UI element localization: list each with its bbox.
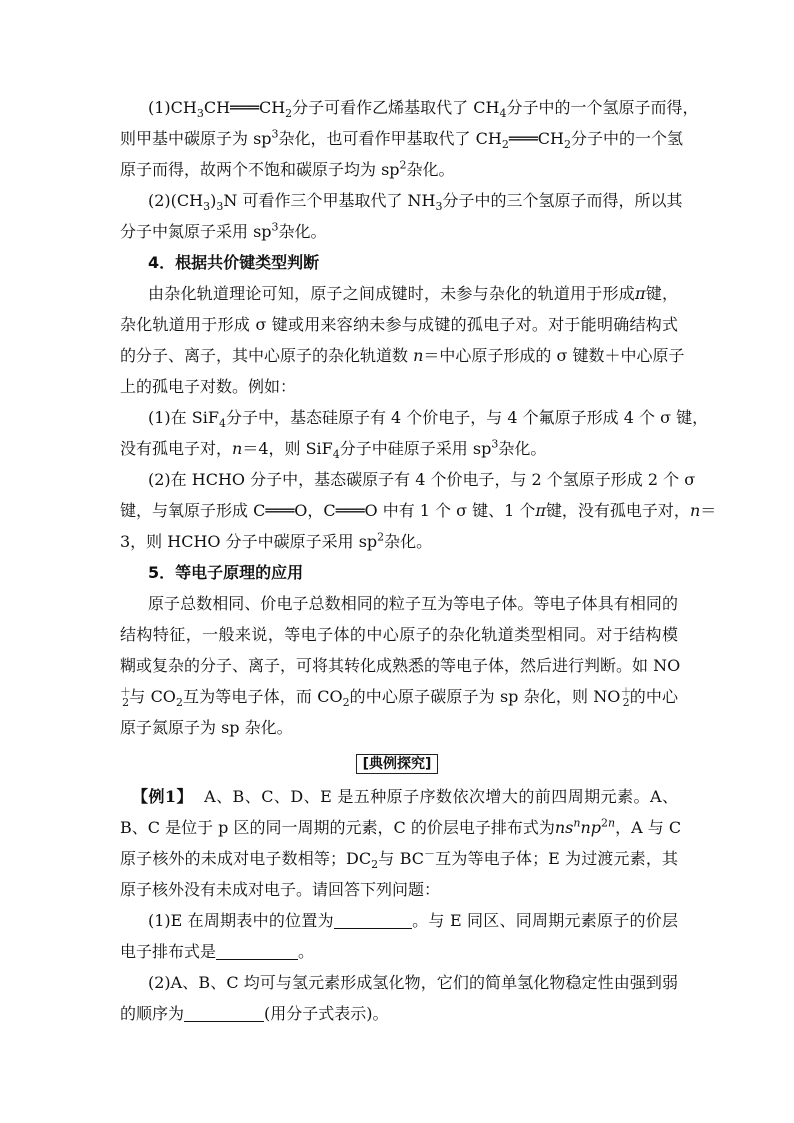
section-badge-row [0, 751, 794, 775]
text-line: 糊或复杂的分子、离子，可将其转化成熟悉的等电子体，然后进行判断。如 NO [120, 656, 681, 675]
text-span: B、C 是位于 p 区的同一周期的元素，C 的价层电子排布式为 [120, 818, 555, 837]
question-line: (2)A、B、C 均可与氢元素形成氢化物，它们的简单氢化物稳定性由强到弱 [148, 973, 678, 992]
text-span: 原子而得，故两个不饱和碳原子均为 sp [120, 160, 400, 179]
text-span: 与 BC [378, 849, 424, 868]
text-line: 杂化轨道用于形成 σ 键或用来容纳未参与成键的孤电子对。对于能明确结构式 [120, 315, 678, 334]
text-span: ＝中心原子形成的 σ 键数＋中心原子 [423, 346, 685, 365]
text-line: ＋$_2$与 $CO_2$互为等电子体，而 $CO_2$的中心原子碳原子为 sp 杂化，则 $NO^+_2$的中心 [120, 685, 678, 710]
text-span: 杂化。 [278, 222, 327, 241]
text-span: 互为等电子体，而 CO [182, 687, 343, 706]
text-span: 分子中，基态硅原子有 4 个价电子，与 4 个氟原子形成 4 个 σ 键， [225, 408, 709, 427]
text-line: 的分子、离子，其中心原子的杂化轨道数 n＝中心原子形成的 σ 键数＋中心原子 [120, 346, 685, 365]
text-span: 的中心原子碳原子为 sp 杂化，则 NO [349, 687, 621, 706]
text-span: ，A 与 C [615, 818, 682, 837]
text-span: 则甲基中碳原子为 sp [120, 129, 272, 148]
text-line: $(1)CH_3CH═══CH_2$分子可看作乙烯基取代了 $CH_4$分子中的一个氢原子而得， [148, 98, 699, 121]
text-line: 原子核外的未成对电子数相等；$DC_2$与 BC－互为等电子体；E 为过渡元素，其 [120, 847, 678, 872]
text-span: ) [210, 191, 217, 210]
text-line: 分子中氮原子采用 $sp^3$杂化。 [120, 220, 327, 241]
text-line: 则甲基中碳原子为 $sp^3$杂化，也可看作甲基取代了 $CH_2═══CH_2$分子中的一个氢 [120, 127, 683, 152]
text-line: B、C 是位于 p 区的同一周期的元素，C 的价层电子排布式为$ns^nnp^{2n}$，A 与 C [120, 816, 682, 837]
text-line: 上的孤电子对数。例如： [120, 377, 297, 396]
text-span: 电子排布式是 [120, 942, 217, 961]
text-line: 原子核外没有未成对电子。请回答下列问题： [120, 880, 441, 899]
text-span: 的分子、离子，其中心原子的杂化轨道数 [120, 346, 409, 365]
text-span: 杂化。 [406, 160, 455, 179]
text-span: 键， [645, 284, 678, 303]
text-line: 键，与氧原子形成 C═══O，C═══O 中有 1 个 σ 键、1 个π键，没有孤电子对，n＝ [120, 501, 717, 520]
text-line [132, 785, 678, 809]
question-line [120, 1002, 678, 1026]
text-line: 结构特征，一般来说，等电子体的中心原子的杂化轨道类型相同。对于结构模 [120, 625, 678, 644]
text-span: (2)(CH [148, 191, 204, 210]
text-span: 分子可看作乙烯基取代了 CH [292, 98, 500, 117]
text-span: 与 CO [129, 687, 176, 706]
text-line: (2)在 HCHO 分子中，基态碳原子有 4 个价电子，与 2 个氢原子形成 2 个 σ [148, 470, 696, 489]
text-line: $(2)(CH_3)_3N$ 可看作三个甲基取代了 $NH_3$分子中的三个氢原子而得，所以其 [148, 191, 683, 214]
text-span: 没有孤电子对， [120, 439, 233, 458]
section-heading: 4．根据共价键类型判断 [148, 253, 320, 272]
text-span: 杂化。 [498, 439, 547, 458]
question-line [120, 940, 678, 964]
text-line: 由杂化轨道理论可知，原子之间成键时，未参与杂化的轨道用于形成π键， [148, 284, 678, 303]
text-span: 3，则 HCHO 分子中碳原子采用 sp [120, 532, 378, 551]
text-span: (用分子式表示)。 [264, 1004, 389, 1023]
text-span: 的顺序为 [120, 1004, 185, 1023]
text-span: 杂化。 [384, 532, 433, 551]
answer-blank[interactable] [334, 912, 412, 929]
section-badge: [典例探究] [356, 754, 439, 774]
text-span: A、B、C、D、E 是五种原子序数依次增大的前四周期元素。A、 [204, 787, 678, 806]
text-span: 。 [298, 942, 315, 961]
text-line: 原子总数相同、价电子总数相同的粒子互为等电子体。等电子体具有相同的 [148, 594, 678, 613]
text-span: 分子中的一个氢 [570, 129, 683, 148]
text-line: 原子氮原子为 sp 杂化。 [120, 718, 293, 737]
text-span: 分子中的一个氢原子而得， [506, 98, 699, 117]
text-line: (1)在 SiF$_4$分子中，基态硅原子有 4 个价电子，与 4 个氟原子形成 4 个 σ 键， [148, 408, 709, 431]
text-span: 由杂化轨道理论可知，原子之间成键时，未参与杂化的轨道用于形成 [148, 284, 635, 303]
text-span: 分子中的三个氢原子而得，所以其 [442, 191, 683, 210]
question-line [148, 909, 678, 933]
text-span: 键，与氧原子形成 C═══O，C═══O 中有 1 个 σ 键、1 个 [120, 501, 536, 520]
text-span: 分子中氮原子采用 sp [120, 222, 272, 241]
text-span: CH [537, 129, 564, 148]
text-span: (1)E 在周期表中的位置为 [148, 911, 334, 930]
text-span: 分子中硅原子采用 sp [339, 439, 492, 458]
text-line: 原子而得，故两个不饱和碳原子均为 $sp^2$杂化。 [120, 158, 455, 179]
text-span: 。与 E 同区、同周期元素原子的价层 [411, 911, 678, 930]
example-label: 【例1】 [132, 787, 193, 806]
text-span: ＝ [700, 501, 717, 520]
text-span: N 可看作三个甲基取代了 NH [223, 191, 436, 210]
text-span: 杂化，也可看作甲基取代了 CH [278, 129, 502, 148]
answer-blank[interactable] [216, 943, 298, 960]
text-span: ＝4，则 SiF [242, 439, 333, 458]
section-heading: 5．等电子原理的应用 [148, 563, 304, 582]
text-span: 的中心 [629, 687, 678, 706]
answer-blank[interactable] [184, 1005, 264, 1022]
text-line: 没有孤电子对，n＝4，则 SiF$_4$分子中硅原子采用 $sp^3$杂化。 [120, 437, 547, 462]
text-line: 3，则 HCHO 分子中碳原子采用 $sp^2$杂化。 [120, 530, 433, 551]
text-span: (1)在 SiF [148, 408, 219, 427]
text-span: 键，没有孤电子对， [545, 501, 690, 520]
text-span: 互为等电子体；E 为过渡元素，其 [435, 849, 678, 868]
text-span: 原子核外的未成对电子数相等；DC [120, 849, 372, 868]
